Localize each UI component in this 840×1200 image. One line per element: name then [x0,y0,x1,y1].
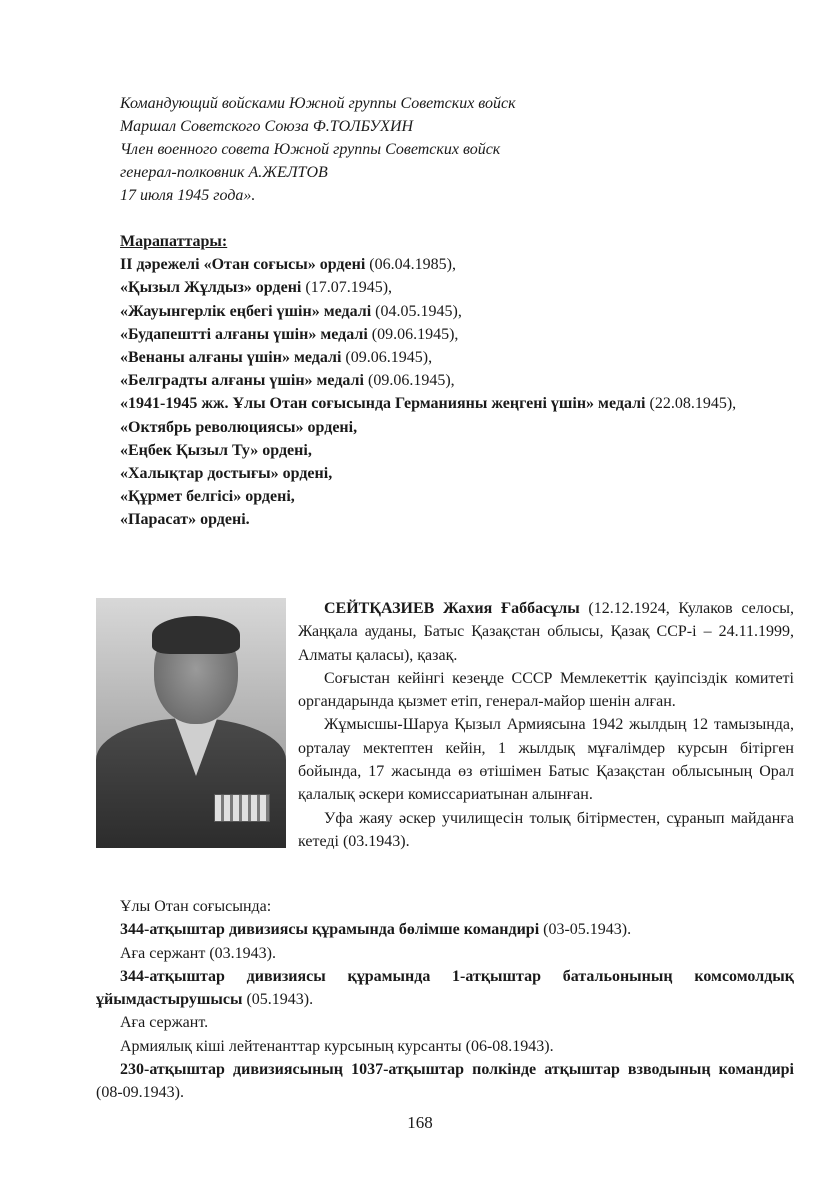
award-name: «Қызыл Жұлдыз» ордені [120,279,302,297]
award-name: ІІ дәрежелі «Отан соғысы» ордені [120,256,366,274]
war-entry [96,918,794,941]
award-item-long [96,392,794,415]
war-entry-title: 230-атқыштар дивизиясының 1037-атқыштар полкінде атқыштар взводының командирі [120,1061,794,1079]
signature-line: генерал-полковник А.ЖЕЛТОВ [120,164,328,181]
war-intro: Ұлы Отан соғысында: [120,898,272,915]
award-item [96,508,794,531]
award-name: «Белградты алғаны үшін» медалі [120,372,364,390]
signature-line: 17 июля 1945 года». [120,187,256,204]
war-entry-title: 344-атқыштар дивизиясы құрамында 1-атқыштар батальонының комсомолдық ұйымдастырушысы [96,967,794,1009]
award-item [96,276,794,299]
award-item [96,462,794,485]
awards-section [96,230,794,532]
award-item [96,346,794,369]
award-name: «Венаны алғаны үшін» медалі [120,349,342,367]
award-item [96,416,794,439]
award-name: «Жауынгерлік еңбегі үшін» медалі [120,302,372,320]
award-item [96,300,794,323]
award-item [96,485,794,508]
award-date: (22.08.1945), [645,395,737,413]
awards-heading: Марапаттары: [120,233,228,250]
award-item [96,253,794,276]
award-date: (09.06.1945), [341,349,433,367]
biography [298,597,794,853]
signature-line: Маршал Советского Союза Ф.ТОЛБУХИН [120,118,414,135]
award-name: «Октябрь революциясы» ордені, [120,418,358,436]
award-date: (06.04.1985), [365,256,456,274]
war-entry: Армиялық кіші лейтенанттар курсының курсанты (06-08.1943). [120,1037,554,1055]
award-name: «Еңбек Қызыл Ту» ордені, [120,441,312,459]
war-entry-date: (08-09.1943). [96,1084,184,1102]
war-entry [96,965,794,1012]
signature-line: Член военного совета Южной группы Советских войск [120,141,501,158]
page-number: 168 [407,1113,433,1132]
signature-line: Командующий войсками Южной группы Советских войск [120,95,516,112]
portrait-photo [96,598,286,848]
war-entry [96,1058,794,1105]
photo-hair [152,616,240,654]
award-name: «Халықтар достығы» ордені, [120,465,333,483]
bio-intro-text: (12.12.1924, Кулаков селосы, Жаңқала ауданы, Батыс Қазақстан облысы, Қазақ ССР-і – 24.11.1999, Алматы қаласы), қазақ. [298,600,794,664]
award-date: (17.07.1945), [301,279,393,297]
photo-medal-ribbons [214,794,270,822]
award-name: «Будапештті алғаны үшін» медалі [120,325,368,343]
award-item [96,323,794,346]
war-entry-date: (03-05.1943). [539,921,632,939]
award-date: (09.06.1945), [363,372,455,390]
war-entry: Аға сержант. [120,1014,209,1032]
war-entry-title: 344-атқыштар дивизиясы құрамында бөлімше командирі [120,921,540,939]
award-item [96,439,794,462]
bio-paragraph: Уфа жаяу әскер училищесін толық бітірместен, сұранып майданға кетеді (03.1943). [298,809,794,850]
award-name: «Құрмет белгісі» ордені, [120,488,295,506]
war-entry: Аға сержант (03.1943). [120,944,276,962]
war-entry-date: (05.1943). [242,991,314,1009]
award-date: (09.06.1945), [367,325,459,343]
war-service [96,895,794,1105]
award-name: «1941-1945 жж. Ұлы Отан соғысында Германияны жеңгені үшін» медалі [120,395,646,413]
bio-paragraph: Соғыстан кейінгі кезеңде СССР Мемлекеттік қауіпсіздік комитеті органдарында қызмет етіп, генерал-майор шенін алған. [298,669,794,711]
award-item [96,369,794,392]
bio-paragraph: Жұмысшы-Шаруа Қызыл Армиясына 1942 жылдың 12 тамызында, орталау мектептен кейін, 1 жылдық мұғалімдер курсын бітірген бойында, 17 жасында өз өтішімен Батыс Қазақстан облысының Орал қалалық әскери комиссариатынан алынған. [298,716,794,804]
award-date: (04.05.1945), [371,302,462,320]
award-name: «Парасат» ордені. [120,511,250,529]
person-name: СЕЙТҚАЗИЕВ Жахия Ғаббасұлы [324,600,580,617]
signature-block [120,92,516,207]
bio-intro [298,597,794,667]
